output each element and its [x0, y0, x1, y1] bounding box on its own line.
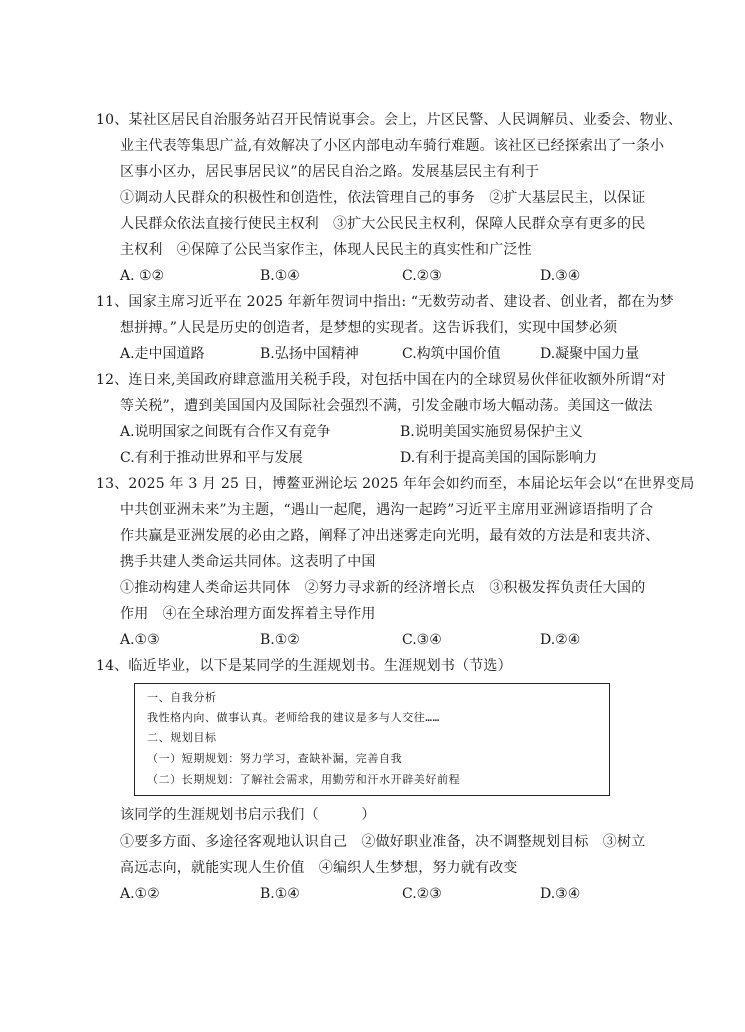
q12-stem-line-2: 等关税”，遭到美国国内及国际社会强烈不满，引发金融市场大幅动荡。美国这一做法	[120, 398, 653, 414]
q10-option-a[interactable]: A. ①②	[120, 268, 165, 284]
q13-option-b[interactable]: B.①②	[260, 632, 300, 648]
plan-heading-goals: 二、规划目标	[147, 731, 217, 744]
q14-option-c[interactable]: C.②③	[402, 886, 442, 902]
q10-stem-line-3: 区事小区办，居民事居民议”的居民自治之路。发展基层民主有利于	[120, 164, 540, 180]
q13-options	[120, 630, 620, 650]
q10-option-b[interactable]: B.①④	[260, 268, 300, 284]
q11-options	[120, 344, 640, 364]
q14-options	[120, 884, 620, 904]
q11-option-d[interactable]: D.凝聚中国力量	[540, 346, 640, 362]
q13-stem-line-3: 作共赢是亚洲发展的必由之路，阐释了冲出迷雾走向光明，最有效的方法是和衷共济、	[120, 528, 660, 544]
q14-question-line: 该同学的生涯规划书启示我们（ ）	[120, 807, 376, 823]
q12-option-c[interactable]: C.有利于推动世界和平与发展	[120, 450, 303, 466]
q14-option-b[interactable]: B.①④	[260, 886, 300, 902]
q10-stem-line-2: 业主代表等集思广益,有效解决了小区内部电动车骑行难题。该社区已经探索出了一条小	[120, 138, 665, 154]
q10-options	[120, 266, 620, 286]
plan-long-term-goal: （二）长期规划：了解社会需求，用勤劳和汗水开辟美好前程	[147, 773, 461, 786]
plan-short-term-goal: （一）短期规划：努力学习，查缺补漏，完善自我	[147, 752, 403, 765]
q13-stem-line-4: 携手共建人类命运共同体。这表明了中国	[120, 554, 376, 570]
q10-option-c[interactable]: C.②③	[402, 268, 442, 284]
q13-statement-line-1: ①推动构建人类命运共同体 ②努力寻求新的经济增长点 ③积极发挥负责任大国的	[120, 580, 646, 596]
q10-option-d[interactable]: D.③④	[540, 268, 581, 284]
q11-stem-line-1: 11、国家主席习近平在 2025 年新年贺词中指出: “无数劳动者、建设者、创业者，都在为梦	[96, 294, 674, 310]
q11-option-c[interactable]: C.构筑中国价值	[402, 346, 501, 362]
q12-option-d[interactable]: D.有利于提高美国的国际影响力	[400, 450, 598, 466]
q10-statement-line-2: 人民群众依法直接行使民主权利 ③扩大公民民主权利，保障人民群众享有更多的民	[120, 216, 646, 232]
q14-statement-line-1: ①要多方面、多途径客观地认识自己 ②做好职业准备，决不调整规划目标 ③树立	[120, 834, 646, 850]
q14-option-a[interactable]: A.①②	[120, 886, 160, 902]
q10-statement-line-1: ①调动人民群众的积极性和创造性，依法管理自己的事务 ②扩大基层民主，以保证	[120, 190, 646, 206]
q11-option-a[interactable]: A.走中国道路	[120, 346, 205, 362]
career-plan-excerpt-box	[134, 683, 610, 796]
q12-options-row-2	[120, 448, 640, 468]
q12-stem-line-1: 12、连日来,美国政府肆意滥用关税手段，对包括中国在内的全球贸易伙伴征收额外所谓“对	[96, 372, 666, 388]
q13-stem-line-2: 中共创亚洲未来”为主题，“遇山一起爬，遇沟一起跨”习近平主席用亚洲谚语指明了合	[120, 502, 654, 518]
q13-option-c[interactable]: C.③④	[402, 632, 442, 648]
q12-option-b[interactable]: B.说明美国实施贸易保护主义	[400, 424, 583, 440]
q13-stem-line-1: 13、2025 年 3 月 25 日，博鳌亚洲论坛 2025 年年会如约而至，本届论坛年会以“在世界变局	[96, 476, 695, 492]
q13-option-a[interactable]: A.①③	[120, 632, 160, 648]
q13-option-d[interactable]: D.②④	[540, 632, 581, 648]
q14-option-d[interactable]: D.③④	[540, 886, 581, 902]
q14-statement-line-2: 高远志向，就能实现人生价值 ④编织人生梦想，努力就有改变	[120, 860, 518, 876]
q10-stem-line-1: 10、某社区居民自治服务站召开民情说事会。会上，片区民警、人民调解员、业委会、物业、	[96, 112, 683, 128]
q12-option-a[interactable]: A.说明国家之间既有合作又有竞争	[120, 424, 331, 440]
plan-self-analysis-text: 我性格内向、做事认真。老师给我的建议是多与人交往……	[147, 711, 440, 724]
q11-stem-line-2: 想拼搏。”人民是历史的创造者，是梦想的实现者。这告诉我们，实现中国梦必须	[120, 320, 618, 336]
q13-statement-line-2: 作用 ④在全球治理方面发挥着主导作用	[120, 606, 376, 622]
plan-heading-self-analysis: 一、自我分析	[147, 691, 217, 704]
q14-stem-line-1: 14、临近毕业，以下是某同学的生涯规划书。生涯规划书（节选）	[96, 658, 512, 674]
q10-statement-line-3: 主权利 ④保障了公民当家作主，体现人民民主的真实性和广泛性	[120, 242, 532, 258]
q11-option-b[interactable]: B.弘扬中国精神	[260, 346, 359, 362]
q12-options-row-1	[120, 422, 640, 442]
